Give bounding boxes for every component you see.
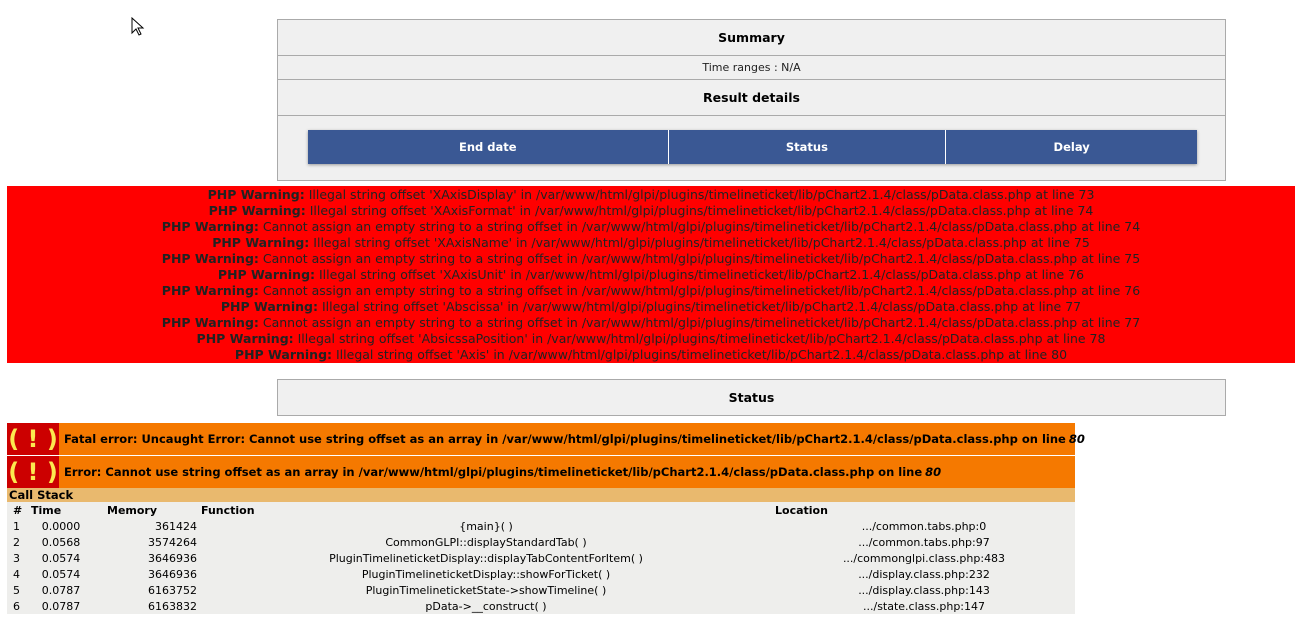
warning-text: Illegal string offset 'XAxisFormat' in /var/www/html/glpi/plugins/timelineticket/lib/pChart2.1.4/class/pData.class.php at line 74 <box>309 203 1094 218</box>
header-function: Function <box>201 503 255 517</box>
warning-text: Illegal string offset 'XAxisName' in /var/www/html/glpi/plugins/timelineticket/lib/pChart2.1.4/class/pData.class.php at line 75 <box>313 235 1090 250</box>
warning-line <box>7 315 1295 331</box>
frame-memory: 6163752 <box>148 583 197 597</box>
warning-line <box>7 187 1295 203</box>
warning-line <box>7 267 1295 283</box>
warning-line <box>7 203 1295 219</box>
summary-panel <box>277 19 1226 181</box>
frame-time: 0.0787 <box>41 583 81 597</box>
frame-memory: 3574264 <box>148 535 197 549</box>
warning-text: Cannot assign an empty string to a string offset in /var/www/html/glpi/plugins/timelineticket/lib/pChart2.1.4/class/pData.class.php at line 76 <box>262 283 1141 298</box>
call-stack-title: Call Stack <box>7 488 1075 502</box>
frame-memory: 3646936 <box>148 567 197 581</box>
warning-label: PHP Warning: <box>207 187 305 202</box>
warning-line <box>7 219 1295 235</box>
frame-function: {main}( ) <box>459 519 513 533</box>
warning-line <box>7 331 1295 347</box>
warning-label: PHP Warning: <box>220 299 318 314</box>
call-stack-row <box>7 566 1075 582</box>
frame-number: 4 <box>13 567 20 581</box>
warning-label: PHP Warning: <box>234 347 333 362</box>
status-title: Status <box>728 390 775 405</box>
frame-location: .../display.class.php:143 <box>858 583 990 597</box>
warning-text: Cannot assign an empty string to a string offset in /var/www/html/glpi/plugins/timelineticket/lib/pChart2.1.4/class/pData.class.php at line 74 <box>262 219 1141 234</box>
warning-text: Cannot assign an empty string to a string offset in /var/www/html/glpi/plugins/timelineticket/lib/pChart2.1.4/class/pData.class.php at line 75 <box>262 251 1141 266</box>
summary-title: Summary <box>278 20 1225 56</box>
frame-location: .../common.tabs.php:97 <box>858 535 990 549</box>
frame-memory: 6163832 <box>148 599 197 613</box>
status-panel <box>277 379 1226 416</box>
frame-location: .../display.class.php:232 <box>858 567 990 581</box>
column-end-date[interactable]: End date <box>308 130 669 164</box>
call-stack-row <box>7 582 1075 598</box>
warning-icon: ( ! ) <box>8 425 58 453</box>
frame-function: PluginTimelineticketState->showTimeline( ) <box>365 583 607 597</box>
warning-line <box>7 299 1295 315</box>
call-stack-row <box>7 518 1075 534</box>
error-row <box>7 422 1085 455</box>
frame-function: PluginTimelineticketDisplay::showForTicket( ) <box>361 567 611 581</box>
frame-function: CommonGLPI::displayStandardTab( ) <box>385 535 587 549</box>
frame-memory: 361424 <box>155 519 197 533</box>
frame-time: 0.0574 <box>41 567 81 581</box>
frame-function: pData->__construct( ) <box>425 599 547 613</box>
frame-number: 5 <box>13 583 20 597</box>
header-location: Location <box>775 503 828 517</box>
warning-icon: ( ! ) <box>8 458 58 486</box>
warning-label: PHP Warning: <box>217 267 316 282</box>
call-stack-row <box>7 598 1075 614</box>
frame-time: 0.0568 <box>41 535 81 549</box>
call-stack-row <box>7 534 1075 550</box>
warning-text: Cannot assign an empty string to a string offset in /var/www/html/glpi/plugins/timelineticket/lib/pChart2.1.4/class/pData.class.php at line 77 <box>262 315 1141 330</box>
error-line: 80 <box>1068 432 1085 446</box>
php-warnings <box>7 186 1295 363</box>
warning-label: PHP Warning: <box>161 251 259 266</box>
frame-function: PluginTimelineticketDisplay::displayTabContentForItem( ) <box>329 551 643 565</box>
call-stack-table <box>7 502 1075 614</box>
frame-time: 0.0000 <box>41 519 81 533</box>
warning-label: PHP Warning: <box>161 315 259 330</box>
error-row <box>7 455 1075 488</box>
header-memory: Memory <box>107 503 158 517</box>
warning-line <box>7 251 1295 267</box>
error-line: 80 <box>925 465 942 479</box>
header-time: Time <box>31 503 62 517</box>
frame-memory: 3646936 <box>148 551 197 565</box>
warning-text: Illegal string offset 'Abscissa' in /var/www/html/glpi/plugins/timelineticket/lib/pChart2.1.4/class/pData.class.php at line 77 <box>321 299 1082 314</box>
frame-location: .../common.tabs.php:0 <box>861 519 987 533</box>
time-ranges: Time ranges : N/A <box>278 56 1225 80</box>
warning-label: PHP Warning: <box>196 331 294 346</box>
warning-text: Illegal string offset 'Axis' in /var/www/html/glpi/plugins/timelineticket/lib/pChart2.1.4/class/pData.class.php at line 80 <box>336 347 1068 362</box>
result-details-title: Result details <box>278 80 1225 116</box>
frame-number: 6 <box>13 599 20 613</box>
warning-line <box>7 283 1295 299</box>
call-stack-row <box>7 550 1075 566</box>
warning-label: PHP Warning: <box>161 283 259 298</box>
frame-number: 3 <box>13 551 20 565</box>
error-message: Fatal error: Uncaught Error: Cannot use string offset as an array in /var/www/html/glpi/plugins/timelineticket/lib/pChart2.1.4/class/pData.class.php on line <box>64 432 1066 446</box>
mouse-cursor-icon <box>131 17 145 37</box>
frame-time: 0.0787 <box>41 599 81 613</box>
warning-line <box>7 235 1295 251</box>
warning-text: Illegal string offset 'AbsicssaPosition' in /var/www/html/glpi/plugins/timelineticket/lib/pChart2.1.4/class/pData.class.php at line 78 <box>297 331 1106 346</box>
frame-number: 1 <box>13 519 20 533</box>
frame-location: .../state.class.php:147 <box>863 599 985 613</box>
error-message: Error: Cannot use string offset as an array in /var/www/html/glpi/plugins/timelineticket/lib/pChart2.1.4/class/pData.class.php on line <box>64 465 923 479</box>
warning-label: PHP Warning: <box>208 203 306 218</box>
warning-text: Illegal string offset 'XAxisDisplay' in /var/www/html/glpi/plugins/timelineticket/lib/pChart2.1.4/class/pData.class.php at line 73 <box>308 187 1095 202</box>
warning-label: PHP Warning: <box>212 235 310 250</box>
warning-label: PHP Warning: <box>161 219 259 234</box>
column-status[interactable]: Status <box>669 130 947 164</box>
frame-location: .../commonglpi.class.php:483 <box>842 551 1006 565</box>
header-number: # <box>13 503 23 517</box>
frame-number: 2 <box>13 535 20 549</box>
column-delay[interactable]: Delay <box>946 130 1197 164</box>
warning-line <box>7 347 1295 363</box>
results-table-header <box>308 130 1197 164</box>
xdebug-error <box>7 422 1085 614</box>
warning-text: Illegal string offset 'XAxisUnit' in /var/www/html/glpi/plugins/timelineticket/lib/pChart2.1.4/class/pData.class.php at line 76 <box>319 267 1085 282</box>
frame-time: 0.0574 <box>41 551 81 565</box>
